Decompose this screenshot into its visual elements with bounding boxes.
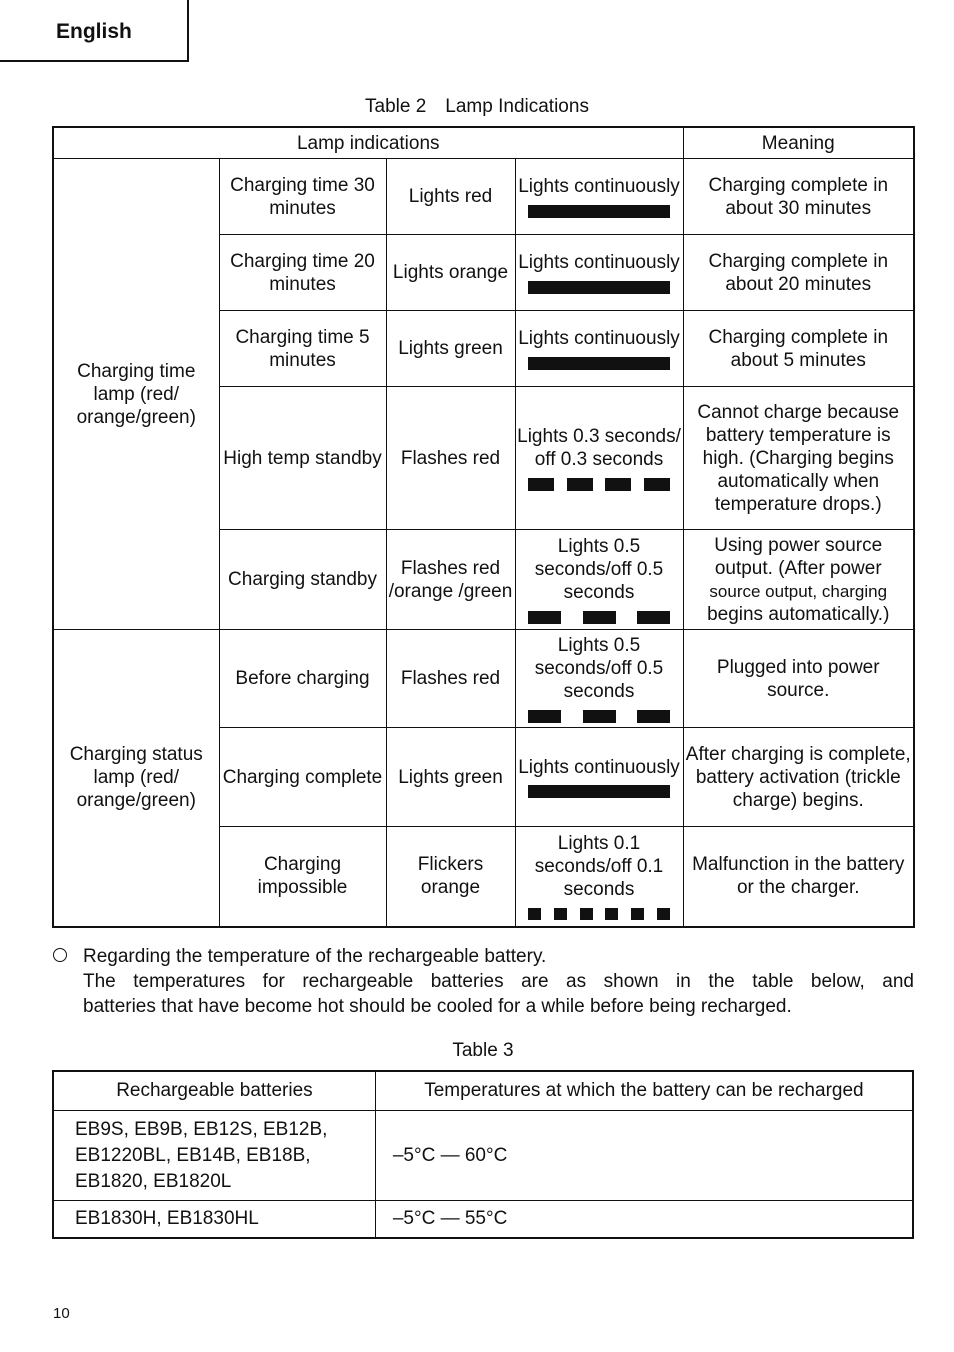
language-label: English [56,20,132,43]
header-batteries: Rechargeable batteries [53,1071,375,1111]
light-on-bar [580,908,593,920]
header-temperatures: Temperatures at which the battery can be recharged [375,1071,913,1111]
indication-text: Lights continuously [518,252,680,273]
light-on-bar [528,785,670,798]
light-on-bar [605,478,631,491]
table-header-row [53,1071,913,1111]
color-cell: Lights red [386,159,515,235]
table-row [53,630,914,728]
color-cell: Lights green [386,728,515,827]
flash-pattern [528,709,670,723]
indication-text: Lights 0.5 seconds/off 0.5 seconds [534,536,664,603]
indication-cell [515,827,683,927]
color-cell: Flashes red [386,630,515,728]
light-on-bar [528,908,541,920]
indication-cell [515,159,683,235]
table2-caption: Table 2 Lamp Indications [365,96,589,117]
meaning-text: begins automatically.) [707,603,890,625]
battery-models-line: EB1820, EB1820L [75,1170,232,1192]
indication-text: Lights 0.5 seconds/off 0.5 seconds [534,635,664,702]
light-on-bar [644,478,670,491]
lamp-name-cell [53,630,219,927]
color-cell: Lights orange [386,235,515,311]
battery-models-cell [53,1201,375,1238]
battery-models-line: EB1220BL, EB14B, EB18B, [75,1144,311,1166]
meaning-text: Using power source output. (After power [714,534,883,579]
meaning-cell: Malfunction in the battery or the charger. [683,827,914,927]
indication-text: Lights continuously [518,176,680,197]
flash-pattern [528,610,670,624]
color-cell: Flashes red /orange /green [386,530,515,630]
battery-models-cell [53,1111,375,1201]
light-on-bar [528,281,670,294]
solid-light-pattern [528,280,670,294]
light-on-bar [657,908,670,920]
lamp-name-cell [53,159,219,630]
light-on-bar [637,611,670,624]
meaning-cell: After charging is complete, battery activation (trickle charge) begins. [683,728,914,827]
solid-light-pattern [528,356,670,370]
light-on-bar [528,357,670,370]
flash-pattern [528,477,670,491]
color-cell: Flickers orange [386,827,515,927]
light-on-bar [605,908,618,920]
table-row [53,159,914,235]
condition-cell: High temp standby [219,387,386,530]
note-heading: Regarding the temperature of the rechargeable battery. [83,946,547,967]
battery-temperature-table [52,1070,914,1239]
note-text-line: The temperatures for rechargeable batteries are as shown in the table below, and [83,971,914,992]
condition-cell: Charging impossible [219,827,386,927]
page-number: 10 [53,1305,70,1322]
header-meaning: Meaning [683,127,914,159]
light-on-bar [631,908,644,920]
battery-models-line: EB9S, EB9B, EB12S, EB12B, [75,1118,328,1140]
color-cell: Lights green [386,311,515,387]
temperature-range-cell: –5°C — 60°C [375,1111,913,1201]
light-on-bar [528,611,561,624]
meaning-cell: Charging complete in about 5 minutes [683,311,914,387]
lamp-name: Charging time lamp (red/ orange/green) [76,360,196,428]
header-lamp-indications: Lamp indications [53,127,683,159]
light-on-bar [528,710,561,723]
indication-cell [515,728,683,827]
meaning-cell [683,530,914,630]
meaning-cell: Plugged into power source. [683,630,914,728]
table-row [53,1111,913,1201]
condition-cell: Charging standby [219,530,386,630]
note-text-line: batteries that have become hot should be cooled for a while before being recharged. [83,996,792,1017]
table3-caption: Table 3 [452,1040,514,1061]
battery-temperature-note [52,944,914,1019]
condition-cell: Charging time 30 minutes [219,159,386,235]
lamp-indications-table [52,126,915,928]
indication-text: Lights continuously [518,328,680,349]
light-on-bar [583,611,616,624]
light-on-bar [528,205,670,218]
meaning-cell: Cannot charge because battery temperature is high. (Charging begins automatically when temperature drops.) [683,387,914,530]
indication-text: Lights continuously [518,756,680,778]
condition-cell: Charging complete [219,728,386,827]
indication-cell [515,530,683,630]
indication-cell [515,387,683,530]
light-on-bar [567,478,593,491]
condition-cell: Before charging [219,630,386,728]
table-header-row [53,127,914,159]
lamp-name: Charging status lamp (red/ orange/green) [69,744,203,812]
indication-text: Lights 0.1 seconds/off 0.1 seconds [534,832,664,900]
language-tab [0,0,189,62]
light-on-bar [637,710,670,723]
battery-models-line: EB1830H, EB1830HL [75,1207,259,1229]
indication-cell [515,311,683,387]
flicker-pattern [528,907,670,921]
meaning-cell: Charging complete in about 30 minutes [683,159,914,235]
solid-light-pattern [528,204,670,218]
indication-cell [515,630,683,728]
indication-cell [515,235,683,311]
color-cell: Flashes red [386,387,515,530]
note-body [83,944,914,1019]
light-on-bar [583,710,616,723]
light-on-bar [528,478,554,491]
condition-cell: Charging time 20 minutes [219,235,386,311]
light-on-bar [554,908,567,920]
condition-cell: Charging time 5 minutes [219,311,386,387]
meaning-text-small: source output, charging [709,581,888,601]
temperature-range-cell: –5°C — 55°C [375,1201,913,1238]
circle-bullet-icon [53,948,67,962]
indication-text: Lights 0.3 seconds/ off 0.3 seconds [517,426,681,470]
solid-light-pattern [528,785,670,799]
meaning-cell: Charging complete in about 20 minutes [683,235,914,311]
table-row [53,1201,913,1238]
